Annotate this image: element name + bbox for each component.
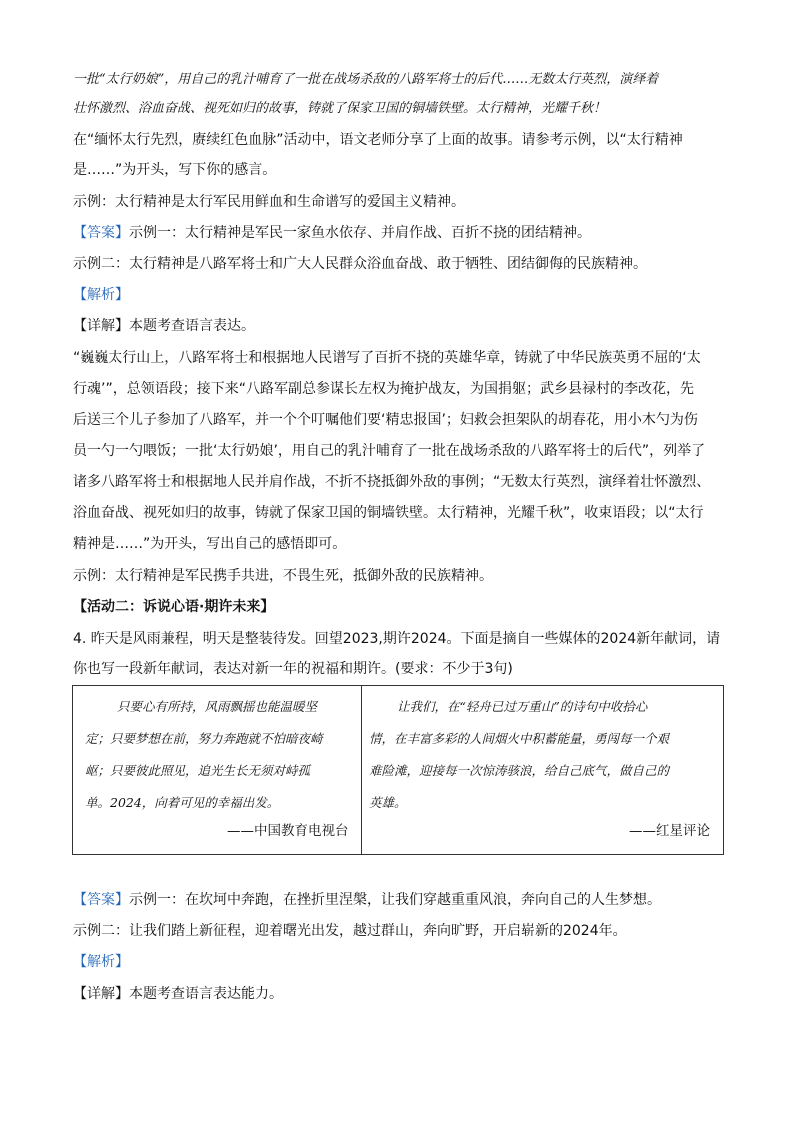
q3-detail-line-3: 后送三个儿子参加了八路军，并一个个叮嘱他们要‘精忠报国’；妇救会担架队的胡春花，用小木勺为伤 (73, 412, 698, 428)
answer-text: 示例一：在坎坷中奔跑，在挫折里涅槃，让我们穿越重重风浪，奔向自己的人生梦想。 (129, 892, 661, 908)
left-quote-line-4: 单。2024，向着可见的幸福出发。 (85, 795, 280, 810)
left-quote-source: ——中国教育电视台 (227, 823, 349, 839)
q3-detail-line-7: 精神是……”为开头，写出自己的感悟即可。 (73, 536, 347, 552)
left-quote-line-1: 只要心有所持，风雨飘摇也能温暖坚 (117, 699, 318, 714)
q4-prompt-line-2: 你也写一段新年献词，表达对新一年的祝福和期许。(要求：不少于3句) (73, 661, 513, 677)
right-quote-line-4: 英雄。 (369, 795, 407, 810)
activity-2-heading: 【活动二：诉说心语·期许未来】 (73, 599, 275, 615)
q4-answer-2: 示例二：让我们踏上新征程，迎着曙光出发，越过群山，奔向旷野，开启崭新的2024年。 (73, 923, 627, 939)
table-divider (361, 686, 362, 854)
q3-detail-line-6: 浴血奋战、视死如归的故事，铸就了保家卫国的铜墙铁壁。太行精神，光耀千秋”，收束语段；以“太行 (73, 505, 704, 521)
left-quote-line-3: 岖；只要彼此照见，追光生长无须对峙孤 (85, 763, 311, 778)
q3-example-2: 示例：太行精神是军民携手共进，不畏生死，抵御外敌的民族精神。 (73, 568, 493, 584)
q3-detail: 【详解】本题考查语言表达。 (73, 318, 255, 334)
q3-detail-line-5: 诸多八路军将士和根据地人民并肩作战，不折不挠抵御外敌的事例；“无数太行英烈，演绎着壮怀激烈、 (73, 474, 711, 490)
story-line-1: 一批“太行奶娘”，用自己的乳汁哺育了一批在战场杀敌的八路军将士的后代……无数太行英烈，演绎着 (73, 72, 659, 87)
q4-detail: 【详解】本题考查语言表达能力。 (73, 986, 283, 1002)
q3-detail-line-4: 员一勺一勺喂饭；一批‘太行奶娘’，用自己的乳汁哺育了一批在战场杀敌的八路军将士的后代”，列举了 (73, 443, 706, 459)
left-quote-line-2: 定；只要梦想在前，努力奔跑就不怕暗夜崎 (85, 731, 323, 746)
q3-detail-line-2: 行魂’”，总领语段；接下来“八路军副总参谋长左权为掩护战友，为国捐躯；武乡县禄村的李改花，先 (73, 381, 694, 397)
q4-prompt-line-1: 4. 昨天是风雨兼程，明天是整装待发。回望2023,期许2024。下面是摘自一些媒体的2024新年献词，请 (73, 631, 721, 647)
story-line-2: 壮怀激烈、浴血奋战、视死如归的故事，铸就了保家卫国的铜墙铁壁。太行精神，光耀千秋！ (73, 101, 607, 116)
q3-prompt-line-1: 在“缅怀太行先烈，赓续红色血脉”活动中，语文老师分享了上面的故事。请参考示例，以“太行精神 (73, 132, 683, 148)
answer-text: 示例一：太行精神是军民一家鱼水依存、并肩作战、百折不挠的团结精神。 (129, 225, 591, 241)
q3-analysis-tag: 【解析】 (73, 287, 129, 303)
q3-example: 示例：太行精神是太行军民用鲜血和生命谱写的爱国主义精神。 (73, 194, 465, 210)
q3-detail-line-1: “巍巍太行山上，八路军将士和根据地人民谱写了百折不挠的英雄华章，铸就了中华民族英勇不屈的‘太 (73, 350, 701, 366)
answer-tag: 【答案】 (73, 892, 129, 908)
q4-answer-1 (73, 890, 661, 910)
right-quote-source: ——红星评论 (629, 823, 710, 839)
answer-tag: 【答案】 (73, 225, 129, 241)
right-quote-line-1: 让我们，在“轻舟已过万重山”的诗句中收拾心 (397, 699, 648, 714)
q3-prompt-line-2: 是……”为开头，写下你的感言。 (73, 162, 277, 178)
quote-table (72, 685, 724, 855)
q4-analysis-tag: 【解析】 (73, 954, 129, 970)
q3-answer-2: 示例二：太行精神是八路军将士和广大人民群众浴血奋战、敢于牺牲、团结御侮的民族精神。 (73, 256, 647, 272)
q3-answer-1 (73, 223, 591, 243)
right-quote-line-2: 情，在丰富多彩的人间烟火中积蓄能量，勇闯每一个艰 (369, 731, 670, 746)
right-quote-line-3: 难险滩，迎接每一次惊涛骇浪，给自己底气，做自己的 (369, 763, 670, 778)
